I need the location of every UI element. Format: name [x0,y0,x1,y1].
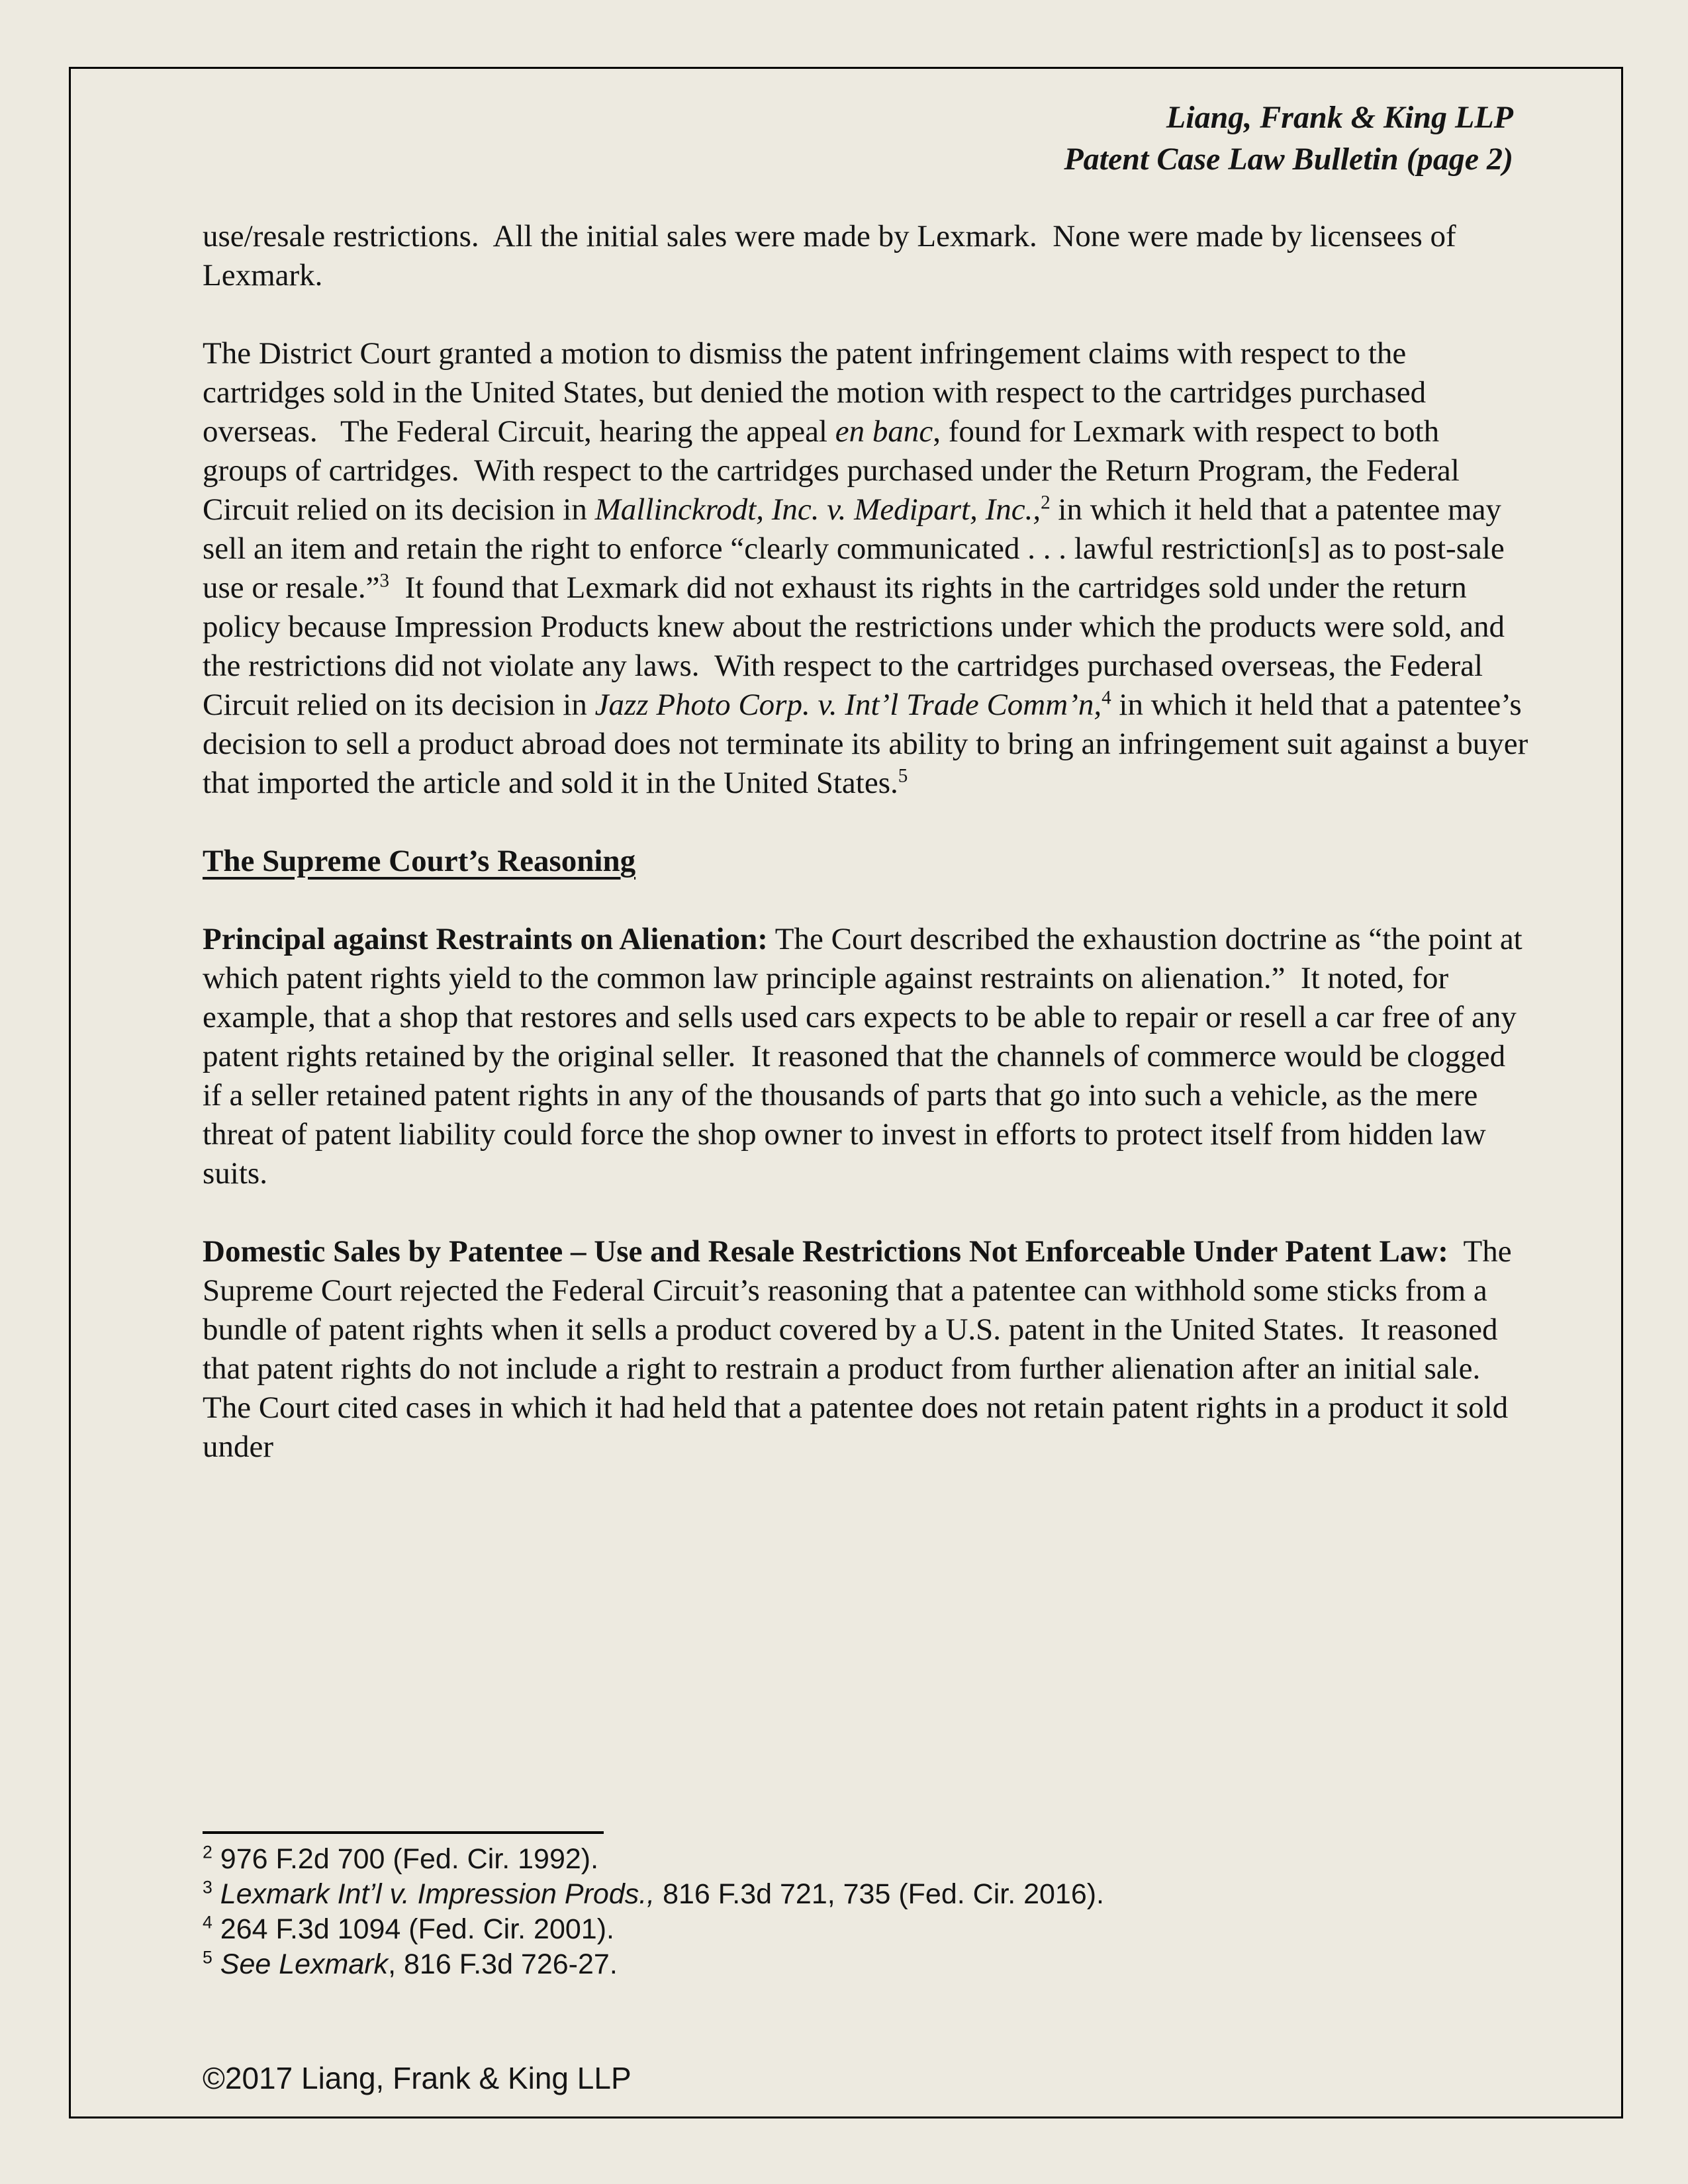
text-run: in which it held that a patentee may sell an item and retain the right to enforce “clearly communicated . . . lawful restriction[s] as to post-sale use or resale.” [203,492,1513,605]
text-run: Principal against Restraints on Alienation: [203,922,768,956]
footnote-ref: 2 [1041,492,1051,514]
text-run: 264 F.3d 1094 (Fed. Cir. 2001). [212,1913,614,1945]
text-run: Domestic Sales by Patentee – Use and Resale Restrictions Not Enforceable Under Patent Law: [203,1234,1448,1269]
footnote-separator [203,1831,604,1834]
text-run: The Supreme Court’s Reasoning [203,844,636,878]
text-run: Mallinckrodt, Inc. v. Medipart, Inc., [594,492,1041,527]
footnote-ref: 4 [1102,687,1111,709]
text-run: See Lexmark [212,1948,389,1980]
footnote-list [203,1842,1530,1982]
document-header [1064,97,1513,180]
document-body [203,217,1536,1506]
text-run: in which it held that a patentee’s decision to sell a product abroad does not terminate its ability to bring an infringement suit against a buyer that imported the article and sold it in the United States. [203,688,1536,800]
footnote-item [203,1842,1530,1877]
section-heading-supreme-court-reasoning [203,842,1530,881]
footnote-number: 3 [203,1877,212,1897]
footnote-item [203,1947,1530,1982]
text-run: use/resale restrictions. All the initial sales were made by Lexmark. None were made by licensees of Lexmark. [203,219,1464,293]
text-run: en banc [835,414,933,449]
page-border [69,67,1623,2118]
footnote-item [203,1912,1530,1947]
footnote-ref: 3 [379,570,390,592]
footnote-ref: 5 [898,765,908,787]
paragraph-domestic-sales [203,1232,1530,1467]
footer-copyright: ©2017 Liang, Frank & King LLP [203,2061,632,2095]
header-firm-name: Liang, Frank & King LLP [1166,100,1513,135]
text-run: 976 F.2d 700 (Fed. Cir. 1992). [212,1843,599,1875]
footnotes-section [203,1831,1530,1982]
footnote-number: 5 [203,1947,212,1968]
text-run: The District Court granted a motion to dismiss the patent infringement claims with respect to the cartridges sold in the United States, but denied the motion with respect to the cartridges purchased overseas. The Federal Circuit, hearing the appeal [203,336,1434,449]
paragraph-intro-continued [203,217,1530,295]
footnote-number: 4 [203,1912,212,1933]
footnote-number: 2 [203,1842,212,1862]
text-run: , 816 F.3d 726-27. [388,1948,618,1980]
text-run: 816 F.3d 721, 735 (Fed. Cir. 2016). [655,1878,1105,1910]
text-run: It found that Lexmark did not exhaust its rights in the cartridges sold under the return policy because Impression Products knew about the restrictions under which the products were sold, and the restrictions did not violate any laws. With respect to the cartridges purchased overseas, the Federal Circuit relied on its decision in [203,570,1513,722]
paragraph-restraints-on-alienation [203,920,1530,1193]
text-run: Lexmark Int’l v. Impression Prods., [212,1878,655,1910]
text-run: The Court described the exhaustion doctrine as “the point at which patent rights yield to the common law principle against restraints on alienation.” It noted, for example, that a shop that restores and sells used cars expects to be able to repair or resell a car free of any patent rights retained by the original seller. It reasoned that the channels of commerce would be clogged if a seller retained patent rights in any of the thousands of parts that go into such a vehicle, as the mere threat of patent liability could force the shop owner to invest in efforts to protect itself from hidden law suits. [203,922,1530,1191]
text-run: The Supreme Court rejected the Federal Circuit’s reasoning that a patentee can withhold some sticks from a bundle of patent rights when it sells a product covered by a U.S. patent in the United States. It reasoned that patent rights do not include a right to restrain a product from further alienation after an initial sale. The Court cited cases in which it had held that a patentee does not retain patent rights in a product it sold under [203,1234,1520,1464]
footnote-item [203,1877,1530,1912]
paragraph-procedural-history [203,334,1536,803]
header-bulletin-title: Patent Case Law Bulletin (page 2) [1064,142,1513,177]
text-run: , found for Lexmark with respect to both groups of cartridges. With respect to the cartridges purchased under the Return Program, the Federal Circuit relied on its decision in [203,414,1468,527]
text-run: Jazz Photo Corp. v. Int’l Trade Comm’n, [594,688,1102,722]
